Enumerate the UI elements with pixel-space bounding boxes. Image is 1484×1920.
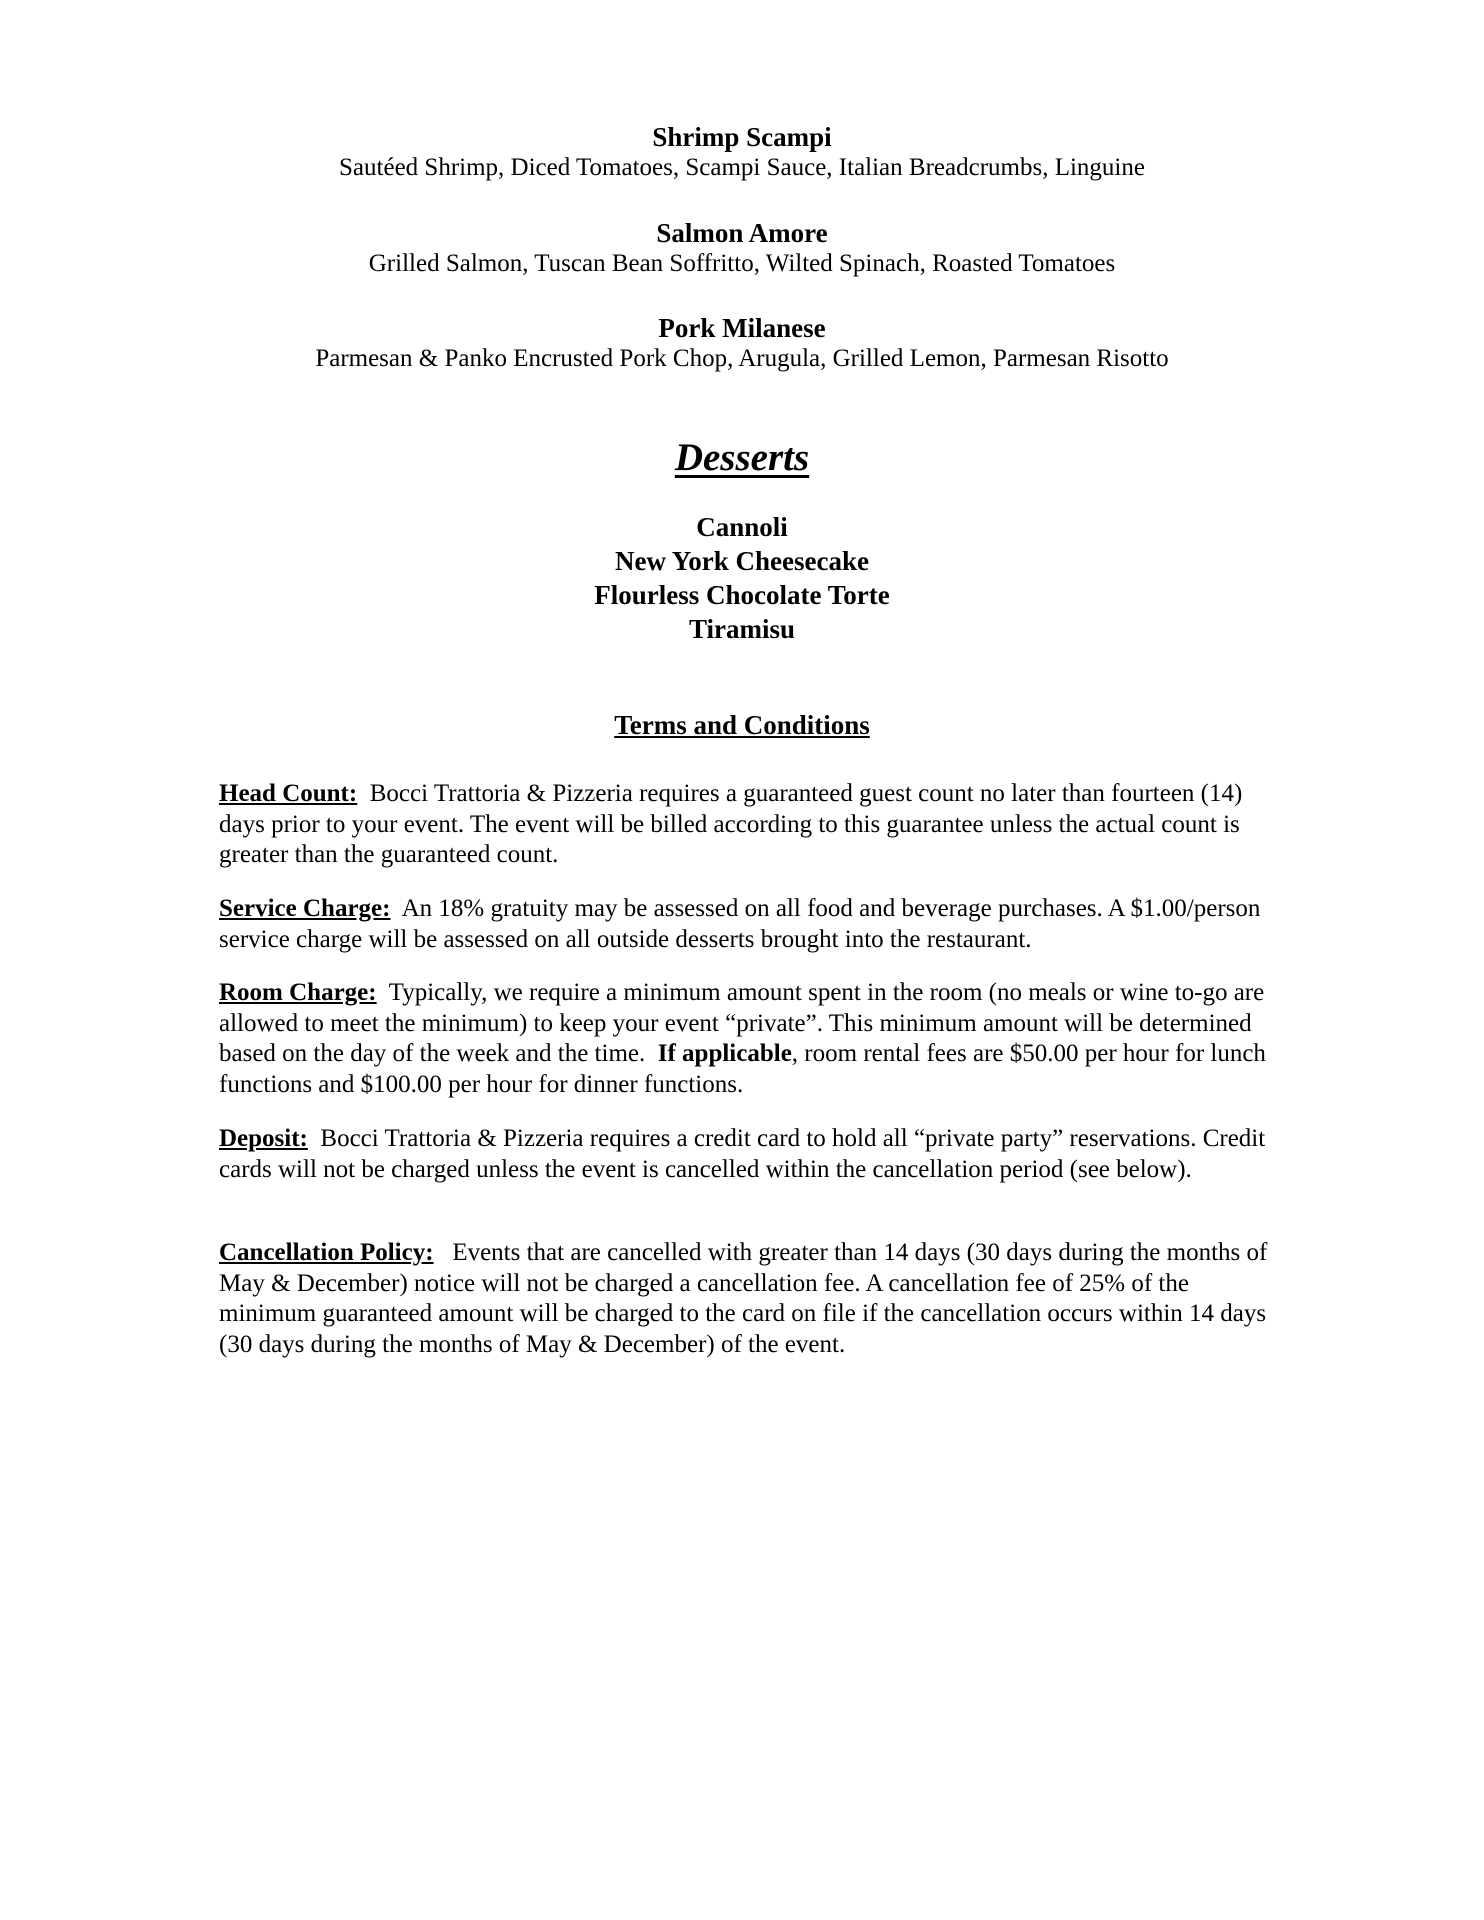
entree-name: Shrimp Scampi (652, 122, 832, 152)
term-label: Head Count: (219, 780, 358, 807)
dessert-item: New York Cheesecake (615, 546, 869, 576)
term-text: Typically, we require a minimum amount spent in the room (no meals or wine to-go are allowed to meet the minimum) to keep your event “private”. This minimum amount will be determined based on the day of the week and the time. (219, 979, 1265, 1067)
dessert-item: Cannoli (696, 512, 788, 542)
desserts-heading: Desserts (674, 436, 810, 479)
term-text: Bocci Trattoria & Pizzeria requires a guaranteed guest count no later than fourteen (14) days prior to your event. The event will be billed according to this guarantee unless the actual count is greater than the guaranteed count. (219, 780, 1243, 868)
desserts-list (0, 510, 1484, 646)
entree-name: Pork Milanese (658, 313, 826, 343)
term-head-count (219, 779, 1279, 871)
term-label: Deposit: (219, 1125, 308, 1152)
entree-name: Salmon Amore (656, 218, 828, 248)
term-deposit (219, 1124, 1279, 1185)
term-bold-phrase: If applicable (657, 1040, 792, 1067)
term-text: Bocci Trattoria & Pizzeria requires a credit card to hold all “private party” reservations. Credit cards will not be charged unless the event is cancelled within the cancellation period (see below). (219, 1125, 1266, 1183)
entree-description: Grilled Salmon, Tuscan Bean Soffritto, Wilted Spinach, Roasted Tomatoes (368, 250, 1116, 277)
entree-pork-milanese (0, 312, 1484, 374)
term-room-charge (219, 978, 1279, 1100)
term-text: , room rental fees are $50.00 per hour for lunch functions and $100.00 per hour for dinner functions. (219, 1040, 1266, 1098)
entree-salmon-amore (0, 217, 1484, 279)
entree-description: Sautéed Shrimp, Diced Tomatoes, Scampi Sauce, Italian Breadcrumbs, Linguine (339, 154, 1145, 181)
term-text: Events that are cancelled with greater than 14 days (30 days during the months of May & December) notice will not be charged a cancellation fee. A cancellation fee of 25% of the minimum guaranteed amount will be charged to the card on file if the cancellation occurs within 14 days (30 days during the months of May & December) of the event. (219, 1239, 1268, 1358)
term-label: Room Charge: (219, 979, 377, 1006)
term-service-charge (219, 894, 1279, 955)
term-label: Service Charge: (219, 895, 391, 922)
term-cancellation-policy (219, 1238, 1279, 1360)
terms-heading: Terms and Conditions (614, 710, 870, 740)
entree-shrimp-scampi (0, 121, 1484, 183)
dessert-item: Flourless Chocolate Torte (594, 580, 890, 610)
entree-description: Parmesan & Panko Encrusted Pork Chop, Arugula, Grilled Lemon, Parmesan Risotto (315, 345, 1169, 372)
dessert-item: Tiramisu (688, 614, 796, 644)
term-text: An 18% gratuity may be assessed on all food and beverage purchases. A $1.00/person service charge will be assessed on all outside desserts brought into the restaurant. (219, 895, 1261, 953)
term-label: Cancellation Policy: (219, 1239, 434, 1266)
